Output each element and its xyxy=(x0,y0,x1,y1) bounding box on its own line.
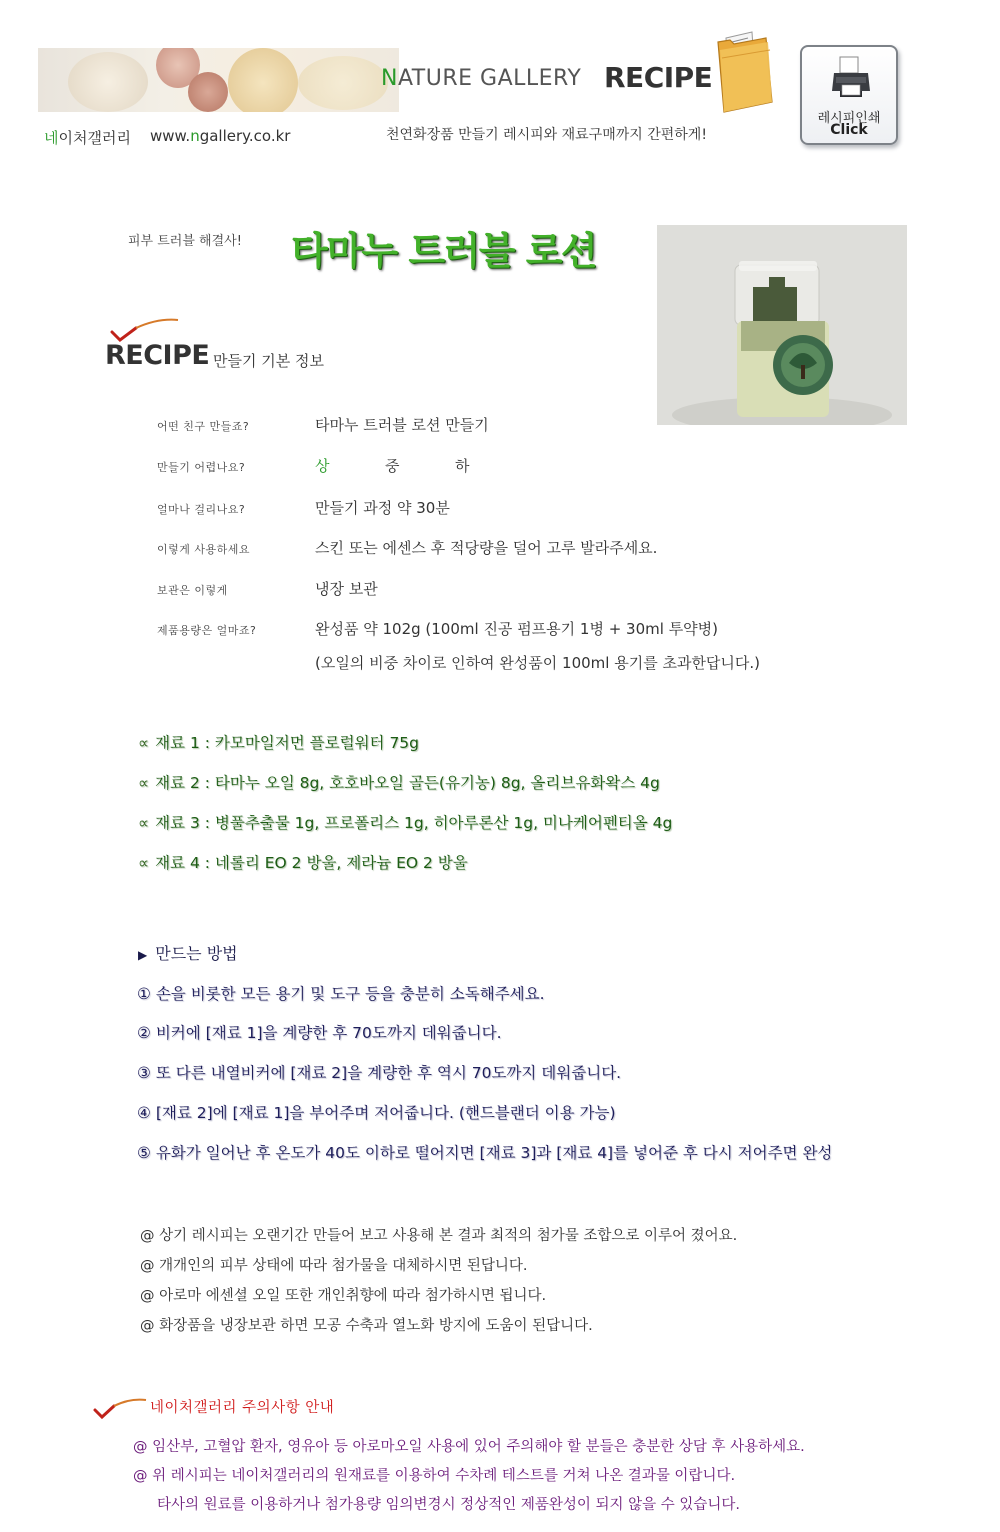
print-label: 레시피인쇄 xyxy=(817,111,881,126)
print-click-label: Click xyxy=(830,122,868,138)
material-marker: ∝ xyxy=(138,814,150,832)
recipe-title: 타마누 트러블 로션 xyxy=(291,229,597,273)
difficulty-high: 상 xyxy=(315,457,330,475)
recipe-heading: RECIPE xyxy=(105,340,210,371)
note-item: @ 상기 레시피는 오랜기간 만들어 보고 사용해 본 결과 최적의 첨가물 조합으로 이루어 졌어요. xyxy=(140,1228,738,1244)
info-label-difficulty: 만들기 어렵나요? xyxy=(157,461,246,474)
header-banner-image xyxy=(38,48,399,112)
info-value-time: 만들기 과정 약 30분 xyxy=(315,499,450,517)
header-tagline: 천연화장품 만들기 레시피와 재료구매까지 간편하게! xyxy=(386,127,707,143)
caution-line: @ 임산부, 고혈압 환자, 영유아 등 아로마오일 사용에 있어 주의해야 할 분들은 충분한 상담 후 사용하세요. xyxy=(133,1439,805,1455)
difficulty-low: 하 xyxy=(455,457,470,475)
material-marker: ∝ xyxy=(138,854,150,872)
recipe-subtitle: 피부 트러블 해결사! xyxy=(128,234,242,249)
info-value-storage: 냉장 보관 xyxy=(315,580,378,598)
material-item: ∝ 재료 2 : 타마누 오일 8g, 호호바오일 골든(유기농) 8g, 올리브유화왁스 4g xyxy=(138,774,660,792)
material-item: ∝ 재료 3 : 병풀추출물 1g, 프로폴리스 1g, 히아루론산 1g, 미나케어펜티올 4g xyxy=(138,814,673,832)
method-step: ③ 또 다른 내열비커에 [재료 2]을 계량한 후 역시 70도까지 데워줍니다. xyxy=(137,1064,622,1082)
info-label-what: 어떤 친구 만들죠? xyxy=(157,420,250,433)
caution-line: 타사의 원료를 이용하거나 첨가용량 임의변경시 정상적인 제품완성이 되지 않을 수 있습니다. xyxy=(157,1497,740,1513)
print-recipe-button[interactable] xyxy=(800,45,898,145)
method-step: ⑤ 유화가 일어난 후 온도가 40도 이하로 떨어지면 [재료 3]과 [재료 4]를 넣어준 후 다시 저어주면 완성 xyxy=(137,1144,833,1162)
note-item: @ 개개인의 피부 상태에 따라 첨가물을 대체하시면 된답니다. xyxy=(140,1258,528,1274)
recipe-subheading: 만들기 기본 정보 xyxy=(213,352,324,370)
info-label-storage: 보관은 이렇게 xyxy=(157,584,228,597)
note-item: @ 화장품을 냉장보관 하면 모공 수축과 열노화 방지에 도움이 된답니다. xyxy=(140,1318,593,1334)
info-value-volume: 완성품 약 102g (100ml 진공 펌프용기 1병 + 30ml 투약병) xyxy=(315,620,719,638)
info-value-what: 타마누 트러블 로션 만들기 xyxy=(315,416,489,434)
difficulty-scale xyxy=(315,455,470,476)
info-label-volume: 제품용량은 얼마죠? xyxy=(157,624,257,637)
caution-line: @ 위 레시피는 네이처갤러리의 원재료를 이용하여 수차례 테스트를 거쳐 나온 결과물 이랍니다. xyxy=(133,1468,736,1484)
difficulty-mid: 중 xyxy=(385,457,400,475)
header-recipe-label: RECIPE xyxy=(604,61,713,94)
brand-url[interactable]: www.ngallery.co.kr xyxy=(150,127,291,145)
caution-checkmark-icon xyxy=(92,1398,148,1422)
method-step: ② 비커에 [재료 1]을 계량한 후 70도까지 데워줍니다. xyxy=(137,1024,502,1042)
note-item: @ 아로마 에센셜 오일 또한 개인취향에 따라 첨가하시면 됩니다. xyxy=(140,1288,547,1304)
product-photo xyxy=(657,225,907,425)
info-label-usage: 이렇게 사용하세요 xyxy=(157,543,251,556)
info-label-time: 얼마나 걸리나요? xyxy=(157,503,246,516)
info-value-volume-note: (오일의 비중 차이로 인하여 완성품이 100ml 용기를 초과한답니다.) xyxy=(315,654,761,672)
material-item: ∝ 재료 1 : 카모마일저먼 플로럴워터 75g xyxy=(138,734,420,752)
triangle-right-icon: ▶ xyxy=(138,948,148,962)
material-marker: ∝ xyxy=(138,774,150,792)
folder-document-icon xyxy=(712,28,776,114)
brand-name-korean: 네이처갤러리 xyxy=(44,129,131,147)
caution-heading: 네이처갤러리 주의사항 안내 xyxy=(150,1400,335,1416)
material-item: ∝ 재료 4 : 네롤리 EO 2 방울, 제라늄 EO 2 방울 xyxy=(138,854,468,872)
printer-icon xyxy=(830,55,872,101)
method-step: ④ [재료 2]에 [재료 1]을 부어주며 저어줍니다. (핸드블랜더 이용 가능) xyxy=(137,1104,616,1122)
info-value-usage: 스킨 또는 에센스 후 적당량을 덜어 고루 발라주세요. xyxy=(315,539,658,557)
method-step: ① 손을 비롯한 모든 용기 및 도구 등을 충분히 소독해주세요. xyxy=(137,985,545,1003)
material-marker: ∝ xyxy=(138,734,150,752)
nature-gallery-title: NATURE GALLERY xyxy=(381,66,582,91)
method-heading: ▶ 만드는 방법 xyxy=(138,944,238,963)
